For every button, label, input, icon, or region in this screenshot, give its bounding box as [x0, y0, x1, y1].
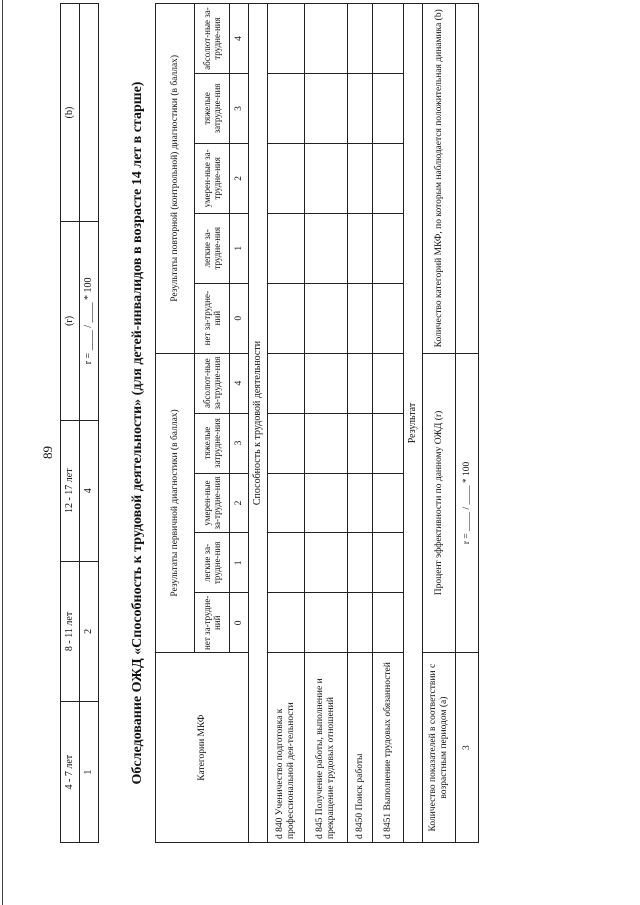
age-table — [60, 3, 99, 843]
assessment-table — [155, 3, 479, 843]
level-label: легкие за-трудне-ния — [195, 533, 230, 593]
level-label: тяжелые затрудне-ния — [195, 74, 230, 144]
category-row: d 8450 Поиск работы — [348, 653, 373, 843]
document-title: Обследование ОЖД «Способность к трудовой деятельности» (для детей-инвалидов в возрасте 14 лет в старше) — [130, 81, 145, 785]
age-value: 2 — [80, 561, 99, 702]
age-header: 12 - 17 лет — [61, 420, 80, 561]
age-header: 4 - 7 лет — [61, 702, 80, 843]
level-label: нет за-трудне-ний — [195, 283, 230, 353]
level-label: умерен-ные за-трудне-ния — [195, 143, 230, 213]
age-header: (r) — [61, 221, 80, 420]
level-label: нет за-трудне-ний — [195, 593, 230, 653]
level-label: абсолют-ные за-трудне-ния — [195, 353, 230, 413]
age-value: 4 — [80, 420, 99, 561]
primary-header: Результаты первичной диагностики (в баллах) — [156, 353, 195, 653]
score: 4 — [230, 353, 249, 413]
score: 0 — [230, 283, 249, 353]
category-row: d 845 Получение работы, выполнение и прекращение трудовых отношений — [305, 653, 348, 843]
result-header: Процент эффективности по данному ОЖД (r) — [423, 353, 456, 653]
age-header: (b) — [61, 4, 80, 222]
score: 0 — [230, 593, 249, 653]
result-value — [456, 4, 479, 354]
score: 4 — [230, 4, 249, 74]
result-header: Количество показателей в соответствии с возрастным периодом (а) — [423, 653, 456, 843]
score: 1 — [230, 213, 249, 283]
result-header: Количество категорий МКФ, по которым наблюдается положительная динамика (b) — [423, 4, 456, 354]
result-value: r = ____ / ____ * 100 — [456, 353, 479, 653]
repeat-header: Результаты повторной (контрольной) диагностики (в баллах) — [156, 4, 195, 354]
score: 3 — [230, 413, 249, 473]
category-row: d 8451 Выполнение трудовых обязанностей — [373, 653, 404, 843]
score: 3 — [230, 74, 249, 144]
page-number: 89 — [40, 446, 55, 459]
section-label: Способность к трудовой деятельности — [249, 4, 268, 843]
result-value: 3 — [456, 653, 479, 843]
age-value: 1 — [80, 702, 99, 843]
level-label: тяжелые затрудне-ния — [195, 413, 230, 473]
category-row: d 840 Ученичество подготовка к профессиональной дея-тельности — [268, 653, 305, 843]
category-header: Категории МКФ — [156, 653, 249, 843]
level-label: легкие за-трудне-ния — [195, 213, 230, 283]
age-value: r = ____ / ____ * 100 — [80, 221, 99, 420]
score: 2 — [230, 473, 249, 533]
age-header: 8 - 11 лет — [61, 561, 80, 702]
result-label: Результат — [404, 4, 423, 843]
level-label: умерен-ные за-трудне-ния — [195, 473, 230, 533]
score: 1 — [230, 533, 249, 593]
age-value — [80, 4, 99, 222]
score: 2 — [230, 143, 249, 213]
level-label: абсолют-ные за-трудне-ния — [195, 4, 230, 74]
